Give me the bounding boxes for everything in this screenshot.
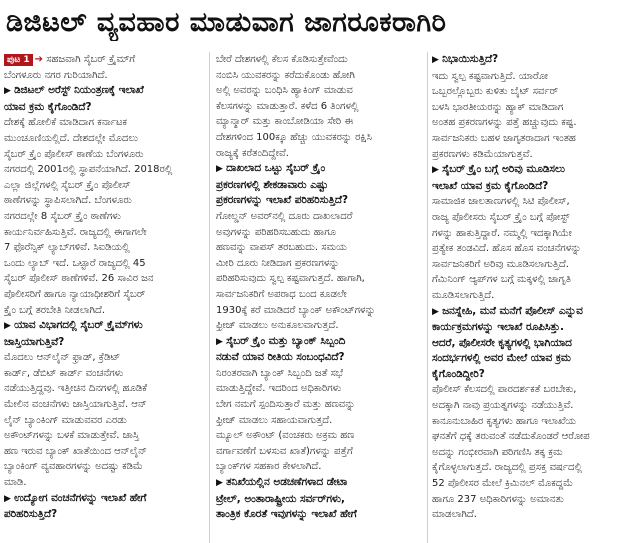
column-1 bbox=[4, 52, 204, 543]
triangle-bullet-icon: ▶ bbox=[432, 55, 443, 65]
answer-line: 1930ಕ್ಕೆ ಕರೆ ಮಾಡಿದರೆ ಬ್ಯಾಂಕ್ ಅಕೌಂಟ್‌ಗಳನ್ನು bbox=[216, 304, 376, 316]
answer-line: ಗಳನ್ನು ಹಾಕುತ್ತಿದ್ದಾರೆ. ನಮ್ಮಲ್ಲಿ ಇದಕ್ಕಾಗಿಯೇ bbox=[432, 227, 572, 239]
answer-line: ವರ್ಗಾವಣೆಗೆ ಬಳಸುವ ಖಾತೆ)ಗಳನ್ನು ಪತ್ತೆಗೆ bbox=[216, 445, 353, 457]
answer-line: ಅಂತಹ ಪ್ರಕರಣಗಳನ್ನು ಪತ್ತೆ ಹಚ್ಚುವುದು ಕಷ್ಟ. bbox=[432, 117, 577, 129]
answer-line: ರಾಜ್ಯಕ್ಕೆ ಕರೆತಂದಿದ್ದೇವೆ. bbox=[216, 147, 289, 159]
question-line: ಕಾರ್ಯಕ್ರಮಗಳನ್ನು ಇಲಾಖೆ ರೂಪಿಸಿತ್ತು. bbox=[432, 321, 564, 334]
question-heading bbox=[4, 83, 204, 115]
answer-paragraph bbox=[4, 115, 204, 318]
answer-line: ಮೇಲಿನ ವಂಚನೆಗಳು ಜಾಸ್ತಿಯಾಗುತ್ತಿವೆ. ಆನ್ bbox=[4, 399, 147, 411]
question-heading bbox=[216, 334, 422, 366]
answer-paragraph bbox=[4, 350, 204, 490]
answer-line: ಫ್ರೀಜ್ ಮಾಡಲು ಅನುಕೂಲವಾಗುತ್ತದೆ. bbox=[216, 320, 339, 332]
answer-paragraph bbox=[432, 382, 638, 522]
question-line: ಉದ್ಯೋಗ ವಂಚನೆಗಳನ್ನು ಇಲಾಖೆ ಹೇಗೆ bbox=[14, 491, 147, 504]
question-line: ನಡುವೆ ಯಾವ ರೀತಿಯ ಸಂಬಂಧವಿದೆ? bbox=[216, 351, 345, 364]
answer-line: ಬ್ಯಾಂಕಿಂಗ್ ವ್ಯವಹಾರಗಳನ್ನು ಅದಷ್ಟು ಕಡಿಮೆ bbox=[4, 461, 143, 473]
question-line: ಇಲಾಖೆ ಯಾವ ಕ್ರಮ ಕೈಗೊಂಡಿದೆ? bbox=[432, 179, 549, 192]
answer-line: ಒಬ್ಬರಲ್ಲೊಬ್ಬರು ಕುಳಿತು ಬೈಟ್ ಸರ್ವರ್ bbox=[432, 86, 559, 98]
answer-line: ಮ್ಯಾನ್ಮಾರ್ ಮತ್ತು ಕಾಂಬೋಡಿಯಾ ಸೇರಿ ಈ bbox=[216, 116, 353, 128]
question-heading bbox=[216, 161, 422, 209]
question-line: ಸಂದರ್ಭಗಳಲ್ಲಿ ಅವರ ಮೇಲೆ ಯಾವ ಕ್ರಮ bbox=[432, 352, 571, 365]
question-line: ಪರಿಹರಿಸುತ್ತಿದೆ? bbox=[4, 508, 58, 521]
question-heading bbox=[432, 52, 638, 69]
triangle-bullet-icon: ▶ bbox=[4, 321, 15, 332]
question-line: ದಾಖಲಾದ ಒಟ್ಟು ಸೈಬರ್ ಕ್ರೈಂ bbox=[226, 162, 326, 175]
answer-line: ಒಂದು ಲ್ಯಾಬ್ ಇದೆ. ಒಟ್ಟಾರೆ ರಾಜ್ಯದಲ್ಲಿ 45 bbox=[4, 257, 146, 269]
triangle-bullet-icon: ▶ bbox=[4, 493, 15, 504]
answer-line: ಸೈಬರ್ ಕ್ರೈಂ ಪೊಲೀಸ್ ಠಾಣೆಯ ಬೆಂಗಳೂರು bbox=[4, 148, 144, 160]
answer-line: ನಂಬಿಸಿ ಯುವಕರನ್ನು ಕರೆದುಕೊಂಡು ಹೋಗಿ bbox=[216, 69, 355, 81]
answer-paragraph bbox=[216, 366, 422, 475]
answer-line: ಫ್ರೀಜ್ ಮಾಡಲು ಸಹಾಯವಾಗುತ್ತದೆ. bbox=[216, 414, 333, 426]
answer-line: 52 ಪೊಲೀಸರ ಮೇಲೆ ಕ್ರಿಮಿನಲ್ ಮೊಕದ್ದಮೆ bbox=[432, 478, 574, 490]
intro-line: ಸಹಜವಾಗಿ ಸೈಬರ್ ಕ್ರೈಮ್‌ಗೆ bbox=[46, 54, 136, 65]
question-heading bbox=[216, 475, 422, 523]
answer-line: ಇದು ಸ್ವಲ್ಪ ಕಷ್ಟವಾಗುತ್ತಿದೆ. ಯಾರೋ bbox=[432, 70, 548, 82]
answer-paragraph bbox=[432, 194, 638, 303]
answer-line: ಬಳಸಿ ಭಾರತೀಯರನ್ನು ಹ್ಯಾಕ್ ಮಾಡಿದಾಗ bbox=[432, 101, 564, 113]
answer-line: ದೇಶಗಳಿಂದ 100ಕ್ಕೂ ಹೆಚ್ಚು ಯುವಕರನ್ನು ರಕ್ಷಿಸಿ bbox=[216, 131, 372, 143]
question-line: ಪ್ರಕರಣಗಳಲ್ಲಿ ಶೇಕಡಾವಾರು ಎಷ್ಟು bbox=[216, 178, 329, 191]
intro-block bbox=[4, 52, 204, 83]
answer-paragraph bbox=[216, 52, 422, 161]
answer-line: 7 ಫೊರೆನ್ಸಿಕ್ ಲ್ಯಾಬ್‌ಗಳಿವೆ. ಸಿಐಡಿಯಲ್ಲಿ bbox=[4, 242, 130, 254]
answer-line: ನಗರದಲ್ಲೇ 8 ಸೈಬರ್ ಕ್ರೈಂ ಠಾಣೆಗಳು bbox=[4, 210, 121, 222]
answer-line: ಸಾರ್ವಜನಿಕರಿಗೆ ಅರಿವು ಮೂಡಿಸಲಾಗುತ್ತಿದೆ. bbox=[432, 258, 569, 270]
triangle-bullet-icon: ▶ bbox=[432, 306, 443, 317]
answer-line: ಮೂಡಿಸಲಾಗುತ್ತಿದೆ. bbox=[432, 289, 495, 301]
answer-line: ಹಣ ಇರುವ ಬ್ಯಾಂಕ್ ಖಾತೆಯಿಂದ ಆನ್‌ಲೈನ್ bbox=[4, 445, 147, 457]
answer-line: ಅವುಗಳನ್ನು ಪರಿಹರಿಸಬಹುದು ಹಾಗೂ bbox=[216, 226, 337, 238]
answer-line: ಮುಂಚೂಣಿಯಲ್ಲಿದೆ. ದೇಶದಲ್ಲೇ ಮೊದಲು bbox=[4, 132, 139, 144]
question-line: ನಿಭಾಯಿಸುತ್ತಿದೆ? bbox=[442, 53, 499, 65]
answer-line: ಗೆಮಿನಿಂಗ್ ಆ್ಯಪ್‌ಗಳ ಬಗ್ಗೆ ಮಕ್ಕಳಲ್ಲಿ ಜಾಗೃತಿ bbox=[432, 274, 572, 286]
question-line: ಕೈಗೊಂಡಿದ್ದೀರಿ? bbox=[432, 367, 485, 380]
headline-band bbox=[0, 0, 642, 44]
question-heading bbox=[4, 318, 204, 350]
answer-line: ಕಾನೂನುಬಾಹಿರ ಕೃತ್ಯಗಳು ಹಾಗೂ ಇಲಾಖೆಯ bbox=[432, 415, 576, 427]
answer-line: ಕೆಲಸಗಳನ್ನು ಮಾಡುತ್ತಾರೆ. ಕಳೆದ 6 ತಿಂಗಳಲ್ಲಿ bbox=[216, 100, 359, 112]
column-3 bbox=[432, 52, 638, 543]
question-line: ಯಾವ ವಿಭಾಗದಲ್ಲಿ ಸೈಬರ್ ಕ್ರೈಮ್‌ಗಳು bbox=[14, 319, 143, 332]
question-line: ಪ್ರಕರಣಗಳನ್ನು ಇಲಾಖೆ ಪರಿಹರಿಸುತ್ತಿದೆ? bbox=[216, 194, 348, 207]
triangle-bullet-icon: ▶ bbox=[4, 86, 15, 97]
page-tag: ಪುಟ 1 bbox=[4, 54, 33, 66]
answer-line: ಲೈನ್ ಬ್ಯಾಂಕಿಂಗ್ ಮಾಡುವವರ ಎರಡು bbox=[4, 414, 127, 426]
answer-line: ಮಾಡುತ್ತಿದ್ದೇವೆ. ಇದರಿಂದ ಅಧಿಕಾರಿಗಳು bbox=[216, 383, 342, 395]
answer-line: ಕೈಗೊಳ್ಳಲಾಗುತ್ತದೆ. ರಾಜ್ಯದಲ್ಲಿ ಪ್ರಸಕ್ತ ವರ್ಷದಲ್ಲಿ bbox=[432, 462, 583, 474]
answer-line: ಸೈಬರ್ ಪೊಲೀಸ್ ಠಾಣೆಗಳಿವೆ. 26 ಸಾವಿರ ಜನ bbox=[4, 273, 154, 285]
question-line: ಸೈಬರ್ ಕ್ರೈಂ ಮತ್ತು ಬ್ಯಾಂಕ್ ಸಿಬ್ಬಂದಿ bbox=[226, 334, 346, 347]
answer-line: ಅದಕ್ಕಾಗಿ ನಾವು ಪ್ರಯತ್ನಗಳನ್ನು ನಡೆಯುತ್ತಿವೆ. bbox=[432, 400, 574, 412]
answer-line: ಕ್ರೈಂ ಬಗ್ಗೆ ತರಬೇತಿ ನೀಡಲಾಗಿದೆ. bbox=[4, 304, 106, 316]
answer-line: ದೇಶಕ್ಕೆ ಹೋಲಿಕೆ ಮಾಡಿದಾಗ ಕರ್ನಾಟಕ bbox=[4, 117, 128, 129]
answer-line: ಅದನ್ನು ಗಂಭೀರವಾಗಿ ಪರಿಗಣಿಸಿ ತಕ್ಕ ಕ್ರಮ bbox=[432, 446, 563, 458]
answer-line: ಬೇಗ ನಮಗೆ ಸ್ಪಂದಿಸುತ್ತಾರೆ ಮತ್ತು ಹಣವನ್ನು bbox=[216, 399, 356, 411]
arrow-right-icon: ➔ bbox=[34, 54, 43, 65]
triangle-bullet-icon: ▶ bbox=[216, 478, 227, 489]
answer-paragraph bbox=[432, 69, 638, 163]
answer-line: ಮೊದಲು ಆನ್‌ಲೈನ್ ಫ್ರಾಡ್, ಕ್ರೆಡಿಟ್ bbox=[4, 352, 121, 364]
answer-line: ಮಾಡಿ. bbox=[4, 477, 27, 489]
answer-line: ಪ್ರತ್ಯೇಕ ತಂಡವಿದೆ. ಹೊಸ ಹೊಸ ವಂಚನೆಗಳನ್ನು bbox=[432, 243, 582, 255]
question-heading bbox=[4, 491, 204, 523]
answer-line: ಹಾಗೂ 237 ಅಧಿಕಾರಿಗಳನ್ನು ಅಮಾನತು bbox=[432, 493, 564, 505]
answer-line: ಹಣವನ್ನು ವಾಪಸ್ ತರಬಹುದು. ಸಮಯ bbox=[216, 242, 347, 254]
question-line: ಟ್ರೇಲ್, ಅಂತಾರಾಷ್ಟ್ರೀಯ ಸರ್ವರ್‌ಗಳು, bbox=[216, 492, 345, 505]
answer-line: ಮಾಡಲಾಗಿದೆ. bbox=[432, 509, 477, 521]
answer-line: ಘನತೆಗೆ ಧಕ್ಕೆ ತರುವಂತೆ ನಡೆದುಕೊಂಡರೆ ಆರೋಪ bbox=[432, 431, 590, 443]
answer-line: ಪ್ರಕರಣಗಳು ಕಡಿಮೆಯಾಗುತ್ತವೆ. bbox=[432, 148, 533, 160]
answer-line: ಅಕೌಂಟ್‌ಗಳನ್ನು ಬಳಕೆ ಮಾಡುತ್ತೇವೆ. ಜಾಸ್ತಿ bbox=[4, 430, 140, 442]
answer-line: ನಗರದಲ್ಲಿ 2001ರಲ್ಲಿ ಸ್ಥಾಪನೆಯಾಗಿದೆ. 2018ರಲ್ಲಿ bbox=[4, 164, 173, 176]
answer-line: ಕಾರ್ಯನಿರ್ವಹಿಸುತ್ತಿವೆ. ರಾಜ್ಯದಲ್ಲಿ ಈಗಾಗಲೇ bbox=[4, 226, 147, 238]
question-line: ತನಿಖೆಯಲ್ಲಿನ ಅಡಚಣೆಗಳಾದ ಡೇಟಾ bbox=[226, 476, 348, 489]
triangle-bullet-icon: ▶ bbox=[432, 165, 443, 176]
answer-line: ಮೀರಿ ದೂರು ನೀಡಿದಾಗ ಪ್ರಕರಣಗಳನ್ನು bbox=[216, 257, 340, 269]
article-body bbox=[0, 52, 642, 543]
answer-line: ಠಾಣೆಗಳನ್ನು ಸ್ಥಾಪಿಸಲಾಗಿದೆ. ಬೆಂಗಳೂರು bbox=[4, 195, 132, 207]
question-line: ತಾಂತ್ರಿಕ ಕೊರತೆ ಇವುಗಳನ್ನು ಇಲಾಖೆ ಹೇಗೆ bbox=[216, 508, 357, 521]
answer-line: ಸಾರ್ವಜನಿಕರಿಗೆ ಅಪರಾಧ ಬಂದ ಕೂಡಲೇ bbox=[216, 288, 347, 300]
answer-line: ರಾಜ್ಯ ಪೊಲೀಸರು ಸೈಬರ್ ಕ್ರೈಂ ಬಗ್ಗೆ ಪೋಸ್ಟ್ bbox=[432, 211, 570, 223]
question-line: ಜಾಸ್ತಿಯಾಗುತ್ತಿವೆ? bbox=[4, 335, 65, 348]
column-2 bbox=[216, 52, 422, 543]
article-headline: ಡಿಜಿಟಲ್ ವ್ಯವಹಾರ ಮಾಡುವಾಗ ಜಾಗರೂಕರಾಗಿರಿ bbox=[6, 7, 447, 38]
answer-line: ಬ್ಯಾಂಕ್‌ಗಳ ಸಹಕಾರ ಕೇಳಲಾಗಿದೆ. bbox=[216, 461, 322, 473]
answer-line: ನಡೆಯುತ್ತಿದ್ದವು. ಇತ್ತೀಚಿನ ದಿನಗಳಲ್ಲಿ ಹೂಡಿಕೆ bbox=[4, 383, 148, 395]
answer-line: ಎಲ್ಲಾ ಜಿಲ್ಲೆಗಳಲ್ಲಿ ಸೈಬರ್ ಕ್ರೈಂ ಪೊಲೀಸ್ bbox=[4, 179, 131, 191]
answer-paragraph bbox=[216, 209, 422, 334]
question-line: ಸೈಬರ್ ಕ್ರೈಂ ಬಗ್ಗೆ ಅರಿವು ಮೂಡಿಸಲು bbox=[442, 163, 565, 176]
answer-line: ಸಾರ್ವಜನಿಕರು ಬಹಳ ಜಾಗೃತರಾದಾಗ ಇಂತಹ bbox=[432, 132, 576, 144]
answer-line: ಪೊಲೀಸ್ ಕೆಲಸದಲ್ಲಿ ಪಾರದರ್ಶಕತೆ ಬರಬೇಕು, bbox=[432, 384, 577, 396]
answer-line: ಗೋಲ್ಡನ್ ಅವರ್‌ನಲ್ಲಿ ದೂರು ದಾಖಲಾದರೆ bbox=[216, 210, 353, 222]
question-line: ಆದರೆ, ಪೊಲೀಸರೇ ಕೃತ್ಯಗಳಲ್ಲಿ ಭಾಗಿಯಾದ bbox=[432, 336, 572, 349]
triangle-bullet-icon: ▶ bbox=[216, 164, 227, 175]
answer-line: ಅಲ್ಲಿ ಅವರನ್ನು ಬಂಧಿಸಿ ಹ್ಯಾಕಿಂಗ್ ಮಾಡುವ bbox=[216, 85, 353, 97]
triangle-bullet-icon: ▶ bbox=[216, 336, 227, 347]
answer-line: ಪರಿಹರಿಸುವುದು ಸ್ವಲ್ಪ ಕಷ್ಟವಾಗುತ್ತದೆ. ಹಾಗಾಗಿ, bbox=[216, 273, 365, 285]
answer-line: ನಿರಂತರವಾಗಿ ಬ್ಯಾಂಕ್ ಸಿಬ್ಬಂದಿ ಜತೆ ಸಭೆ bbox=[216, 367, 343, 379]
question-heading bbox=[432, 304, 638, 383]
question-heading bbox=[432, 162, 638, 194]
intro-line: ಬೆಂಗಳೂರು ನಗರ ಗುರಿಯಾಗಿದೆ. bbox=[4, 69, 108, 81]
answer-line: ಕಾರ್ಡ್, ಡೆಬಿಟ್ ಕಾರ್ಡ್ ವಂಚನೆಗಳು bbox=[4, 367, 124, 379]
question-line: ಡಿಜಿಟಲ್ ಅರೆಸ್ಟ್ ನಿಯಂತ್ರಣಕ್ಕೆ ಇಲಾಖೆ bbox=[14, 84, 144, 97]
answer-line: ಮ್ಯೂಲ್ ಅಕೌಂಟ್ (ವಂಚಕರು ಅಕ್ರಮ ಹಣ bbox=[216, 430, 355, 442]
question-line: ಯಾವ ಕ್ರಮ ಕೈಗೊಂಡಿದೆ? bbox=[4, 100, 92, 113]
question-line: ಜನಸ್ನೇಹಿ, ಮನೆ ಮನೆಗೆ ಪೊಲೀಸ್ ಎನ್ನುವ bbox=[442, 304, 583, 317]
answer-line: ಬೇರೆ ದೇಶಗಳಲ್ಲಿ ಕೆಲಸ ಕೊಡಿಸುತ್ತೇವೆಂದು bbox=[216, 54, 348, 65]
answer-line: ಪೊಲೀಸರಿಗೆ ಹಾಗೂ ನ್ಯಾಯಾಧೀಶರಿಗೆ ಸೈಬರ್ bbox=[4, 288, 146, 300]
answer-line: ಸಾಮಾಜಿಕ ಜಾಲತಾಣಗಳಲ್ಲಿ ಸಿಟಿ ಪೊಲೀಸ್, bbox=[432, 196, 570, 208]
